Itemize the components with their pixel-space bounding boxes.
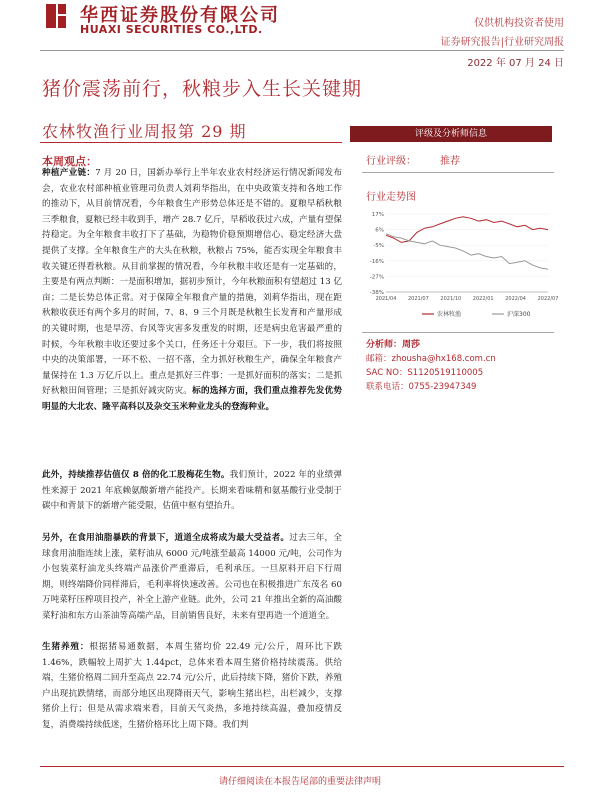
company-name-en: HUAXI SECURITIES CO.,LTD. [80, 23, 263, 36]
chart-x-tick-label: 2021/10 [440, 296, 462, 302]
chart-legend-label: 农林牧渔 [437, 311, 462, 318]
analyst-phone: 联系电话：0755-23947349 [366, 382, 477, 392]
paragraph-meihua [42, 468, 342, 515]
paragraph-highlight: 标的选择方面，我们重点推荐先发优势明显的大北农、隆平高科以及杂交玉米种业龙头的登海种业。 [42, 386, 342, 412]
subtitle-divider [40, 142, 342, 143]
paragraph-text: 根据猪易通数据，本周生猪均价 22.49 元/公斤，周环比下跌 1.46%，跌幅较上周扩大 1.44pct，总体来看本周生猪价格持续震荡。供给端，生猪价格周二回升至高点 22.74 元/公斤，此后持续下降，猪价下跌，养殖户出现抗跌情绪，而部分地区出现降雨天气，影响生猪出栏，出栏减少，支撑猪价上行；但是从需求端来看，目前天气炎热，多地持续高温，叠加疫情反复，消费端持续低迷，生猪价格环比上周下降。我们判 [42, 642, 342, 730]
chart-y-tick-label: -5% [373, 243, 384, 250]
section-heading: 本周观点： [42, 155, 97, 168]
chart-y-tick-label: -16% [369, 258, 384, 265]
chart-x-tick-label: 2022/07 [537, 296, 559, 302]
analyst-sac: SAC NO：S1120519110005 [366, 368, 484, 378]
report-category: 证券研究报告|行业研究周报 [440, 37, 564, 48]
report-date: 2022 年 07 月 24 日 [467, 58, 564, 69]
rating-label: 行业评级： [366, 156, 416, 167]
chart-x-tick-label: 2022/04 [505, 296, 526, 302]
chart-y-tick-label: -27% [369, 274, 384, 281]
paragraph-highlight: 另外，在食用油脂暴跌的背景下，道道全成将成为最大受益者。 [42, 533, 290, 543]
footer-divider [40, 766, 564, 767]
paragraph-lead: 生猪养殖： [42, 642, 90, 652]
chart-x-tick-label: 2021/04 [375, 296, 397, 302]
company-name-cn: 华西证券股份有限公司 [80, 5, 280, 26]
paragraph-lead: 种植产业链： [42, 168, 96, 178]
analyst-name: 分析师：周莎 [366, 340, 421, 350]
paragraph-planting [42, 166, 342, 416]
paragraph-hog [42, 640, 342, 734]
audience-note: 仅供机构投资者使用 [474, 18, 564, 29]
report-subtitle: 农林牧渔行业周报第 29 期 [42, 122, 247, 141]
header-divider [40, 50, 564, 51]
chart-y-tick-label: -38% [369, 290, 384, 296]
paragraph-text: 7 月 20 日，国新办举行上半年农业农村经济运行情况新闻发布会，农业农村部种植业管理司负责人刘莉华指出，在中央政策支持和各地工作的推动下，从目前情况看，今年粮食生产形势总体还是不错的。夏粮早稻秋粮三季粮食，夏粮已经丰收到手，增产 28.7 亿斤，早稻收获过六成，产量有望保持稳定。为全年粮食丰收打下了基础，为稳物价稳预期增信心、稳定经济大盘提供了支撑。全年粮食生产的大头在秋粮，秋粮占 75%，能否实现全年粮食丰收关键还得看秋粮。从目前掌握的情况看，今年秋粮丰收还是有一定基础的，主要是有两点判断：一是面积增加，据初步预计，今年秋粮面积有望超过 13 亿亩；二是长势总体正常。对于保障全年粮食产量的措施，刘莉华指出，现在距秋粮收获还有两个多月的时间，7、8、9 三个月既是秋粮生长发育和产量形成的关键时期，也是旱涝、台风等灾害多发重发的时期，还是病虫危害最严重的时候，今年秋粮丰收还要过多个关口，任务还十分艰巨。下一步，我们将按照中央的决策部署，一环不松、一招不落，全力抓好秋粮生产，确保全年粮食产量保持在 1.3 万亿斤以上。重点是抓好三件事：一是抓好面积的落实；二是抓好秋粮田间管理；三是抓好减灾防灾。 [42, 168, 342, 397]
chart-x-tick-label: 2022/01 [472, 296, 494, 302]
sidebar-divider [362, 332, 554, 333]
trend-label: 行业走势图 [366, 192, 416, 203]
paragraph-text: 过去三年，全球食用油脂连续上涨，菜籽油从 6000 元/吨涨至最高 14000 元/吨，公司作为小包装菜籽油龙头终端产品涨价严重滞后，毛利承压。一旦原料开启下行周期，则终端降价同样滞后，毛利率将快速改善。公司也在积极推进广东茂名 60 万吨菜籽压榨项目投产，补全上游产业链。此外，公司 21 年推出全新的高油酸菜籽油和东方山茶油等高端产品，目前销售良好，未来有望再造一个道道全。 [42, 533, 342, 621]
paragraph-daodaoquan [42, 531, 342, 625]
industry-trend-chart [362, 208, 559, 326]
report-title: 猪价震荡前行，秋粮步入生长关键期 [42, 78, 363, 100]
sidebar-header: 评级及分析师信息 [350, 126, 552, 142]
rating-value: 推荐 [440, 156, 460, 167]
chart-legend-label: 沪深300 [507, 311, 531, 318]
paragraph-text: 我们预计，2022 年的业绩弹性来源于 2021 年底赖氨酸新增产能投产。长期来看味精和氨基酸行业受制于碳中和背景下的新增产能受限，估值中枢有望抬升。 [42, 470, 342, 512]
footer-disclaimer: 请仔细阅读在本报告尾部的重要法律声明 [218, 777, 381, 787]
chart-y-tick-label: 6% [375, 227, 384, 234]
chart-y-tick-label: 17% [371, 212, 384, 218]
paragraph-highlight: 此外，持续推荐估值仅 8 倍的化工股梅花生物。 [42, 470, 230, 480]
chart-x-tick-label: 2021/07 [408, 296, 429, 302]
company-logo-mark [42, 2, 70, 30]
analyst-email: 邮箱：zhousha@hx168.com.cn [366, 354, 496, 364]
sidebar-divider [362, 172, 554, 173]
